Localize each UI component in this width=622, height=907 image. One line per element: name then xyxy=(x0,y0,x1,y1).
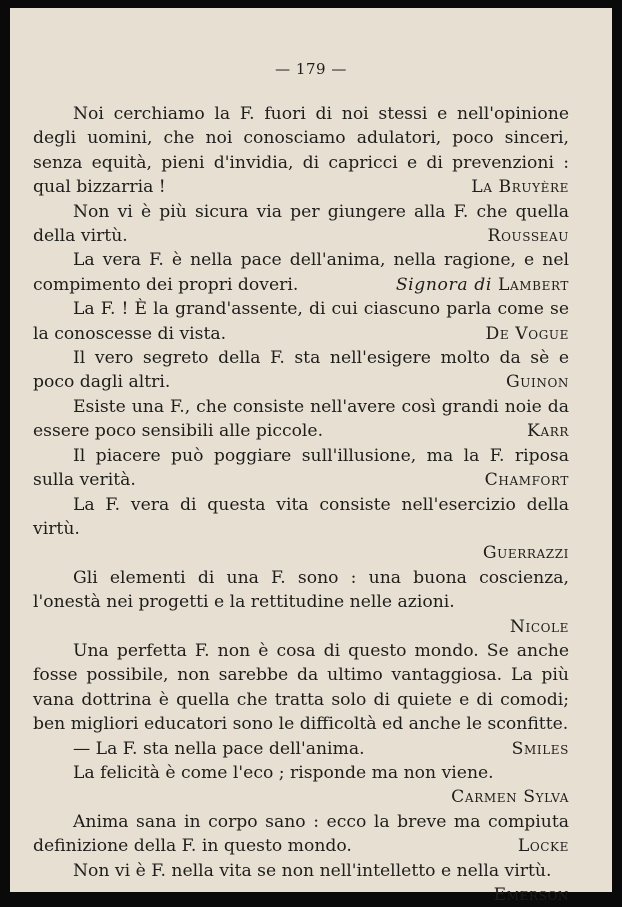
quote-text: Noi cerchiamo la F. fuori di noi stessi e nell'opinione degli uomini, che noi conosciamo adulatori, poco sinceri, senza equità, pieni d'invidia, di capricci e di prevenzioni : qual bizzarria ! xyxy=(33,104,569,198)
quote-author: Chamfort xyxy=(484,470,569,491)
quote-text: Una perfetta F. non è cosa di questo mondo. Se anche fosse possibile, non sarebbe da ultimo vantaggiosa. La più vana dottrina è quella che tratta solo di quiete e di comodi; ben migliori educatori sono le difficoltà ed anche le sconfitte. xyxy=(33,640,569,735)
quotes-content xyxy=(33,102,569,907)
quote-paragraph xyxy=(33,248,569,297)
quote-author: Guerrazzi xyxy=(482,543,569,564)
quote-author: La Bruyère xyxy=(471,177,569,198)
quote-paragraph xyxy=(33,761,569,785)
quote-paragraph xyxy=(33,395,569,444)
page-number: — 179 — xyxy=(275,60,347,78)
quote-author: Emerson xyxy=(493,885,569,905)
quote-text: — La F. sta nella pace dell'anima. xyxy=(73,738,365,759)
quote-author: De Vogue xyxy=(485,323,569,344)
quote-paragraph xyxy=(33,639,569,737)
quote-text: La F. vera di questa vita consiste nell'esercizio della virtù. xyxy=(33,494,569,539)
quote-text: Non vi è più sicura via per giungere alla F. che quella della virtù. xyxy=(33,201,569,247)
quote-text: La F. ! È la grand'assente, di cui ciascuno parla come se la conoscesse di vista. xyxy=(33,299,569,344)
quote-author: Smiles xyxy=(511,738,569,759)
quote-paragraph xyxy=(33,859,569,883)
quote-author: Karr xyxy=(527,421,569,442)
quote-paragraph xyxy=(33,297,569,346)
quote-paragraph xyxy=(33,493,569,542)
quote-paragraph xyxy=(33,737,569,761)
quote-paragraph xyxy=(33,566,569,639)
quote-paragraph xyxy=(33,444,569,493)
quote-author-group xyxy=(356,273,569,297)
quote-text: Esiste una F., che consiste nell'avere così grandi noie da essere poco sensibili alle piccole. xyxy=(33,396,569,442)
quote-author: Locke xyxy=(517,836,569,857)
quote-text: Il piacere può poggiare sull'illusione, ma la F. riposa sulla verità. xyxy=(33,445,569,491)
quote-author-prefix: Signora di xyxy=(395,274,492,295)
book-page xyxy=(10,8,612,905)
quote-author: Lambert xyxy=(498,274,569,295)
quote-author: Rousseau xyxy=(487,226,569,247)
quote-author: Carmen Sylva xyxy=(451,787,569,808)
quote-text: La felicità è come l'eco ; risponde ma non viene. xyxy=(73,762,494,783)
quote-paragraph xyxy=(33,810,569,859)
quote-author: Guinon xyxy=(505,372,569,393)
quote-paragraph xyxy=(33,346,569,395)
quote-paragraph xyxy=(33,200,569,249)
quote-text: Non vi è F. nella vita se non nell'intelletto e nella virtù. xyxy=(73,860,552,881)
quote-text: La vera F. è nella pace dell'anima, nella ragione, e nel compimento dei propri doveri. xyxy=(33,250,569,295)
quote-text: Gli elementi di una F. sono : una buona coscienza, l'onestà nei progetti e la rettitudine nelle azioni. xyxy=(33,567,569,613)
quote-text: Il vero segreto della F. sta nell'esigere molto da sè e poco dagli altri. xyxy=(33,348,569,393)
quote-paragraph xyxy=(33,102,569,200)
quote-text: Anima sana in corpo sano : ecco la breve ma compiuta definizione della F. in questo mondo. xyxy=(33,811,569,857)
quote-author: Nicole xyxy=(509,616,569,637)
